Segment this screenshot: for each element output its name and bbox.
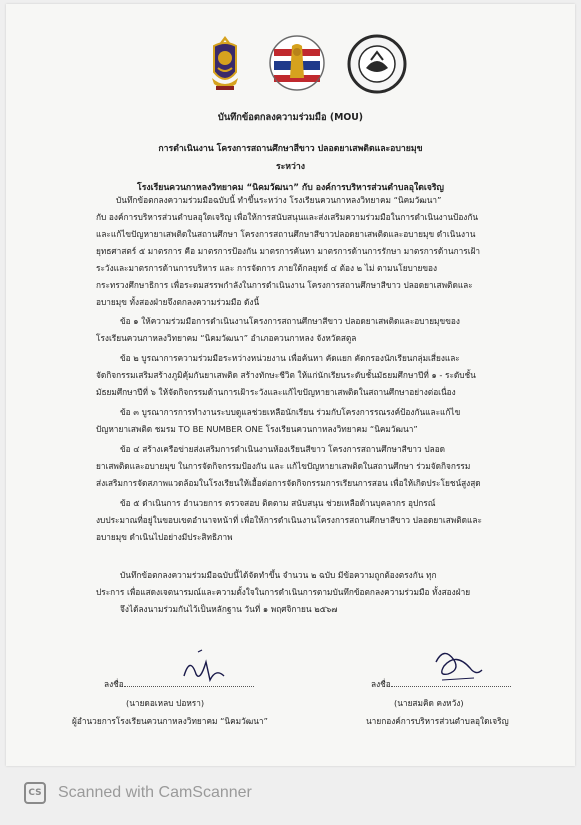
camscanner-watermark: [24, 778, 252, 808]
text-line: ประการ เพื่อแสดงเจตนารมณ์และความตั้งใจในการดำเนินการตามบันทึกข้อตกลงความร่วมมือ ทั้งสองฝ่าย: [96, 587, 471, 597]
camscanner-logo-icon: CS: [24, 782, 46, 804]
document-page: [6, 4, 575, 766]
school-emblem-logo: [206, 34, 244, 94]
text-line: จึงได้ลงนามร่วมกันไว้เป็นหลักฐาน วันที่ ๑ พฤศจิกายน ๒๕๖๗: [120, 604, 338, 614]
handwritten-signature-right: [426, 642, 486, 688]
signer-right-title: นายกองค์การบริหารส่วนตำบลอุใดเจริญ: [366, 716, 509, 726]
document-subtitle: การดำเนินงาน โครงการสถานศึกษาสีขาว ปลอดยาเสพติดและอบายมุข: [158, 144, 423, 154]
text-line: ข้อ ๔ สร้างเครือข่ายส่งเสริมการดำเนินงานห้องเรียนสีขาว โครงการสถานศึกษาสีขาว ปลอด: [120, 444, 446, 454]
text-line: บันทึกข้อตกลงความร่วมมือฉบับนี้ได้จัดทำขึ้น จำนวน ๒ ฉบับ มีข้อความถูกต้องตรงกัน ทุก: [120, 570, 437, 580]
signer-left-name: (นายดอเหลบ ปอหรา): [126, 698, 205, 708]
text-line: ข้อ ๒ บูรณาการความร่วมมือระหว่างหน่วยงาน เพื่อค้นหา คัดแยก คัดกรองนักเรียนกลุ่มเสี่ยงและ: [120, 353, 460, 363]
text-line: ปัญหายาเสพติด ชมรม TO BE NUMBER ONE โรงเรียนควนกาหลงวิทยาคม “นิคมวัฒนา”: [96, 424, 418, 434]
text-line: ส่งเสริมการจัดสภาพแวดล้อมในโรงเรียนให้เอื้อต่อการจัดกิจกรรมการเรียนการสอน เพื่อให้เกิดประโยชน์สูงสุด: [96, 478, 481, 488]
handwritten-signature-left: [176, 646, 236, 688]
between-label: ระหว่าง: [275, 162, 306, 172]
text-line: บันทึกข้อตกลงความร่วมมือฉบับนี้ ทำขึ้นระหว่าง โรงเรียนควนกาหลงวิทยาคม “นิคมวัฒนา”: [116, 195, 442, 205]
sign-prefix: ลงชื่อ: [371, 679, 391, 689]
text-line: โรงเรียนควนกาหลงวิทยาคม “นิคมวัฒนา” อำเภอควนกาหลง จังหวัดสตูล: [96, 333, 357, 343]
header-logos: [206, 34, 406, 96]
sign-prefix: ลงชื่อ: [104, 679, 124, 689]
text-line: งบประมาณที่อยู่ในขอบเขตอำนาจหน้าที่ เพื่อให้การดำเนินงานโครงการสถานศึกษาสีขาว ปลอดยาเสพติดและ: [96, 515, 482, 525]
text-line: อบายมุข ทั้งสองฝ่ายจึงตกลงความร่วมมือ ดังนี้: [96, 297, 260, 307]
white-school-project-logo: [268, 34, 326, 92]
text-line: ข้อ ๓ บูรณาการการทำงานระบบดูแลช่วยเหลือนักเรียน ร่วมกับโครงการรณรงค์ป้องกันและแก้ไข: [120, 407, 461, 417]
text-line: กับ องค์การบริหารส่วนตำบลอุใดเจริญ เพื่อให้การสนับสนุนและส่งเสริมความร่วมมือในการดำเนินงานป้องกัน: [96, 212, 479, 222]
text-line: ข้อ ๕ ดำเนินการ อำนวยการ ตรวจสอบ ติดตาม สนับสนุน ช่วยเหลือด้านบุคลากร อุปกรณ์: [120, 498, 436, 508]
text-line: กระทรวงศึกษาธิการ เพื่อระดมสรรพกำลังในการดำเนินงาน โครงการสถานศึกษาสีขาว ปลอดยาเสพติดและ: [96, 280, 473, 290]
text-line: ระวังและมาตรการด้านการบริหาร และ การจัดการ ภายใต้กลยุทธ์ ๔ ต้อง ๒ ไม่ ตามนโยบายของ: [96, 263, 438, 273]
parties-line: โรงเรียนควนกาหลงวิทยาคม “นิคมวัฒนา” กับ องค์การบริหารส่วนตำบลอุใดเจริญ: [137, 183, 444, 193]
text-line: ยุทธศาสตร์ ๕ มาตรการ คือ มาตรการป้องกัน มาตรการค้นหา มาตรการด้านการรักษา มาตรการด้านการเฝ้า: [96, 246, 481, 256]
text-line: จัดกิจกรรมเสริมสร้างภูมิคุ้มกันยาเสพติด สร้างทักษะชีวิต ให้แก่นักเรียนระดับชั้นมัธยมศึกษาปีที่ ๑ - ระดับชั้น: [96, 370, 476, 380]
text-line: อบายมุข ดำเนินไปอย่างมีประสิทธิภาพ: [96, 532, 233, 542]
camscanner-text: Scanned with CamScanner: [58, 784, 252, 801]
text-line: ข้อ ๑ ให้ความร่วมมือการดำเนินงานโครงการสถานศึกษาสีขาว ปลอดยาเสพติดและอบายมุขของ: [120, 316, 460, 326]
text-line: มัธยมศึกษาปีที่ ๖ ให้จัดกิจกรรมด้านการเฝ้าระวังและแก้ไขปัญหายาเสพติดในสถานศึกษาอย่างต่อเนื่อง: [96, 387, 456, 397]
text-line: ยาเสพติดและอบายมุข ในการจัดกิจกรรมป้องกัน และ แก้ไขปัญหายาเสพติดในสถานศึกษา ร่วมจัดกิจกรรม: [96, 461, 471, 471]
subdistrict-seal-logo: [346, 34, 408, 94]
document-title: บันทึกข้อตกลงความร่วมมือ (MOU): [217, 112, 364, 123]
signer-left-title: ผู้อำนวยการโรงเรียนควนกาหลงวิทยาคม “นิคมวัฒนา”: [72, 716, 268, 726]
text-line: และแก้ไขปัญหายาเสพติดในสถานศึกษา โครงการสถานศึกษาสีขาวปลอดยาเสพติดและอบายมุข ดำเนินงาน: [96, 229, 476, 239]
signer-right-name: (นายสมคิด คงหวัง): [394, 698, 464, 708]
